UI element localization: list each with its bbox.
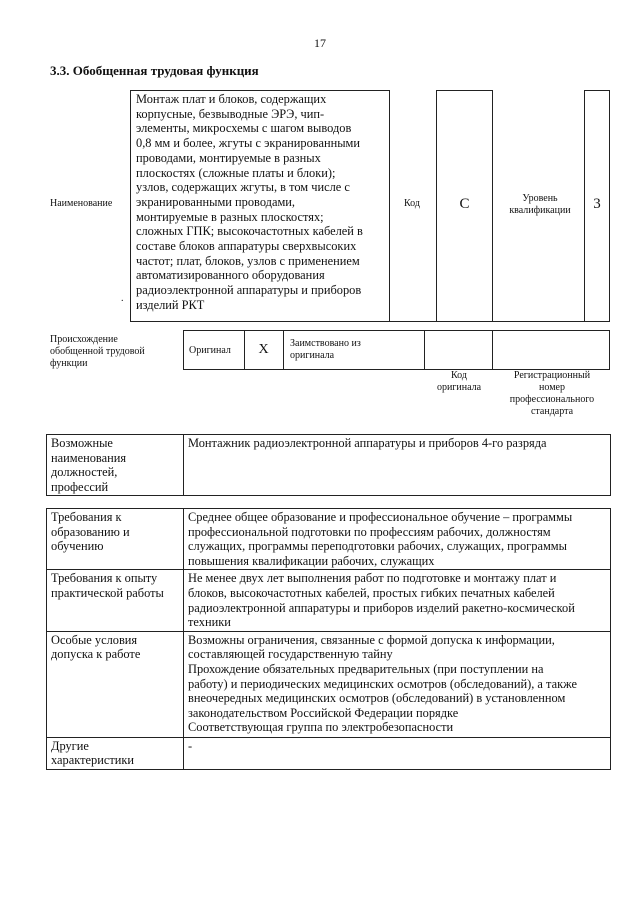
naimenovanie-line: автоматизированного оборудования [136, 268, 325, 283]
requirement-value-line: законодательством Российской Федерации порядке [188, 705, 459, 720]
naimenovanie-line: корпусные, безвыводные ЭРЭ, чип- [136, 106, 325, 121]
requirement-value-line: составляющей государственную тайну [188, 647, 393, 662]
uroven-label-line-2: квалификации [509, 205, 571, 216]
requirement-value-line: блоков, высокочастотных кабелей, простых гибких печатных кабелей [188, 585, 555, 600]
uroven-value: 3 [593, 196, 601, 212]
requirement-value-line: - [188, 738, 193, 753]
dolzhnosti-table [46, 434, 611, 496]
requirements-table [46, 508, 611, 770]
zaimstvovano-label [290, 338, 361, 362]
requirement-label-line: Требования к опыту [51, 571, 158, 586]
dolzhnosti-label-line: профессий [51, 479, 109, 494]
proiskhozhdenie-label-line: обобщенной трудовой [50, 346, 145, 357]
cell-divider [424, 330, 425, 370]
naimenovanie-line: составе блоков аппаратуры сверхвысоких [136, 239, 357, 254]
naimenovanie-label: Наименование [50, 198, 113, 209]
reg-nomer-line: Регистрационный [513, 370, 591, 381]
requirement-label-line: Другие [51, 738, 89, 753]
naimenovanie-line: частот; плат, блоков, узлов с применением [136, 253, 360, 268]
dolzhnosti-value: Монтажник радиоэлектронной аппаратуры и приборов 4-го разряда [184, 435, 611, 496]
cell-divider [492, 330, 493, 370]
naimenovanie-line: изделий РКТ [136, 297, 205, 312]
requirement-label [47, 631, 184, 737]
naimenovanie-line: радиоэлектронной аппаратуры и приборов [136, 283, 362, 298]
requirement-label-line: практической работы [51, 585, 164, 600]
dolzhnosti-label-line: должностей, [51, 465, 118, 480]
naimenovanie-line: плоскостях (сложные платы и блоки); [136, 165, 336, 180]
requirement-value-line: служащих, программы переподготовки рабочих, служащих, программы [188, 539, 567, 554]
requirement-value-line: радиоэлектронной аппаратуры и приборов изделий ракетно-космической [188, 600, 575, 615]
original-label: Оригинал [189, 345, 231, 356]
requirement-label [47, 737, 184, 769]
zaimstvovano-line: оригинала [290, 350, 335, 361]
requirement-label-line: допуска к работе [51, 647, 141, 662]
requirement-value [184, 737, 611, 769]
table-row [47, 509, 611, 570]
naimenovanie-line: монтируемые в разных плоскостях; [136, 209, 324, 224]
requirement-value-line: повышения квалификации рабочих, служащих [188, 553, 435, 568]
kod-value: C [459, 196, 470, 212]
kod-label: Код [404, 198, 420, 209]
cell-divider [283, 330, 284, 370]
requirement-label-line: Требования к [51, 510, 122, 524]
dolzhnosti-label-line: наименования [51, 450, 127, 465]
requirement-value-line: Возможны ограничения, связанные с формой допуска к информации, [188, 632, 555, 647]
row-divider [130, 321, 610, 322]
uroven-label [498, 193, 582, 217]
reg-nomer-label [494, 370, 610, 418]
requirement-label-line: характеристики [51, 753, 135, 768]
page-number: 17 [314, 36, 326, 50]
uroven-label-line-1: Уровень [522, 193, 558, 204]
dolzhnosti-label-line: Возможные [51, 436, 113, 450]
requirement-label [47, 509, 184, 570]
dolzhnosti-label [47, 435, 184, 496]
requirement-value-line: Среднее общее образование и профессиональное обучение – программы [188, 510, 573, 524]
naimenovanie-line: Монтаж плат и блоков, содержащих [136, 92, 327, 106]
requirement-label-line: Особые условия [51, 632, 138, 647]
naimenovanie-line: 0,8 мм и более, жгуты с экранированными [136, 136, 361, 151]
requirement-label [47, 570, 184, 631]
zaimstvovano-line: Заимствовано из [290, 338, 361, 349]
requirement-label-line: обучению [51, 539, 104, 554]
naimenovanie-line: проводами, монтируемые в разных [136, 150, 321, 165]
requirement-value-line: Не менее двух лет выполнения работ по подготовке и монтажу плат и [188, 571, 557, 586]
reg-nomer-line: номер [539, 382, 565, 393]
reg-nomer-line: стандарта [530, 406, 574, 417]
requirement-value-line: Соответствующая группа по электробезопасности [188, 720, 454, 735]
kod-originala-label [426, 370, 492, 394]
requirement-value-line: Прохождение обязательных предварительных (при поступлении на [188, 661, 544, 676]
requirement-value [184, 509, 611, 570]
margin-dot: . [121, 293, 124, 304]
requirement-value-line: внеочередных медицинских осмотров (обследований) в установленном [188, 691, 566, 706]
table-row [47, 570, 611, 631]
requirement-label-line: образованию и [51, 524, 130, 539]
kod-originala-line: Код [451, 370, 467, 381]
kod-originala-line: оригинала [436, 382, 482, 393]
requirement-value [184, 631, 611, 737]
naimenovanie-line: элементы, микросхемы с шагом выводов [136, 121, 352, 136]
table-row [47, 631, 611, 737]
proiskhozhdenie-label [50, 334, 145, 370]
requirement-value-line: работу) и периодических медицинских осмотров (обследований), а также [188, 676, 577, 691]
naimenovanie-line: узлов, содержащих жгуты, в том числе с [136, 180, 350, 195]
reg-nomer-line: профессионального [509, 394, 595, 405]
proiskhozhdenie-label-line: Происхождение [50, 334, 118, 345]
original-mark: X [258, 342, 269, 357]
requirement-value-line: профессиональной подготовки по профессиям рабочих, должностям [188, 524, 551, 539]
naimenovanie-line: сложных ГПК; высокочастотных кабелей в [136, 224, 363, 239]
proiskhozhdenie-label-line: функции [50, 358, 88, 369]
naimenovanie-text [136, 92, 388, 313]
requirement-value [184, 570, 611, 631]
section-title: 3.3. Обобщенная трудовая функция [50, 63, 259, 78]
requirement-value-line: техники [188, 615, 231, 630]
naimenovanie-line: экранированными проводами, [136, 194, 296, 209]
table-row [47, 737, 611, 769]
